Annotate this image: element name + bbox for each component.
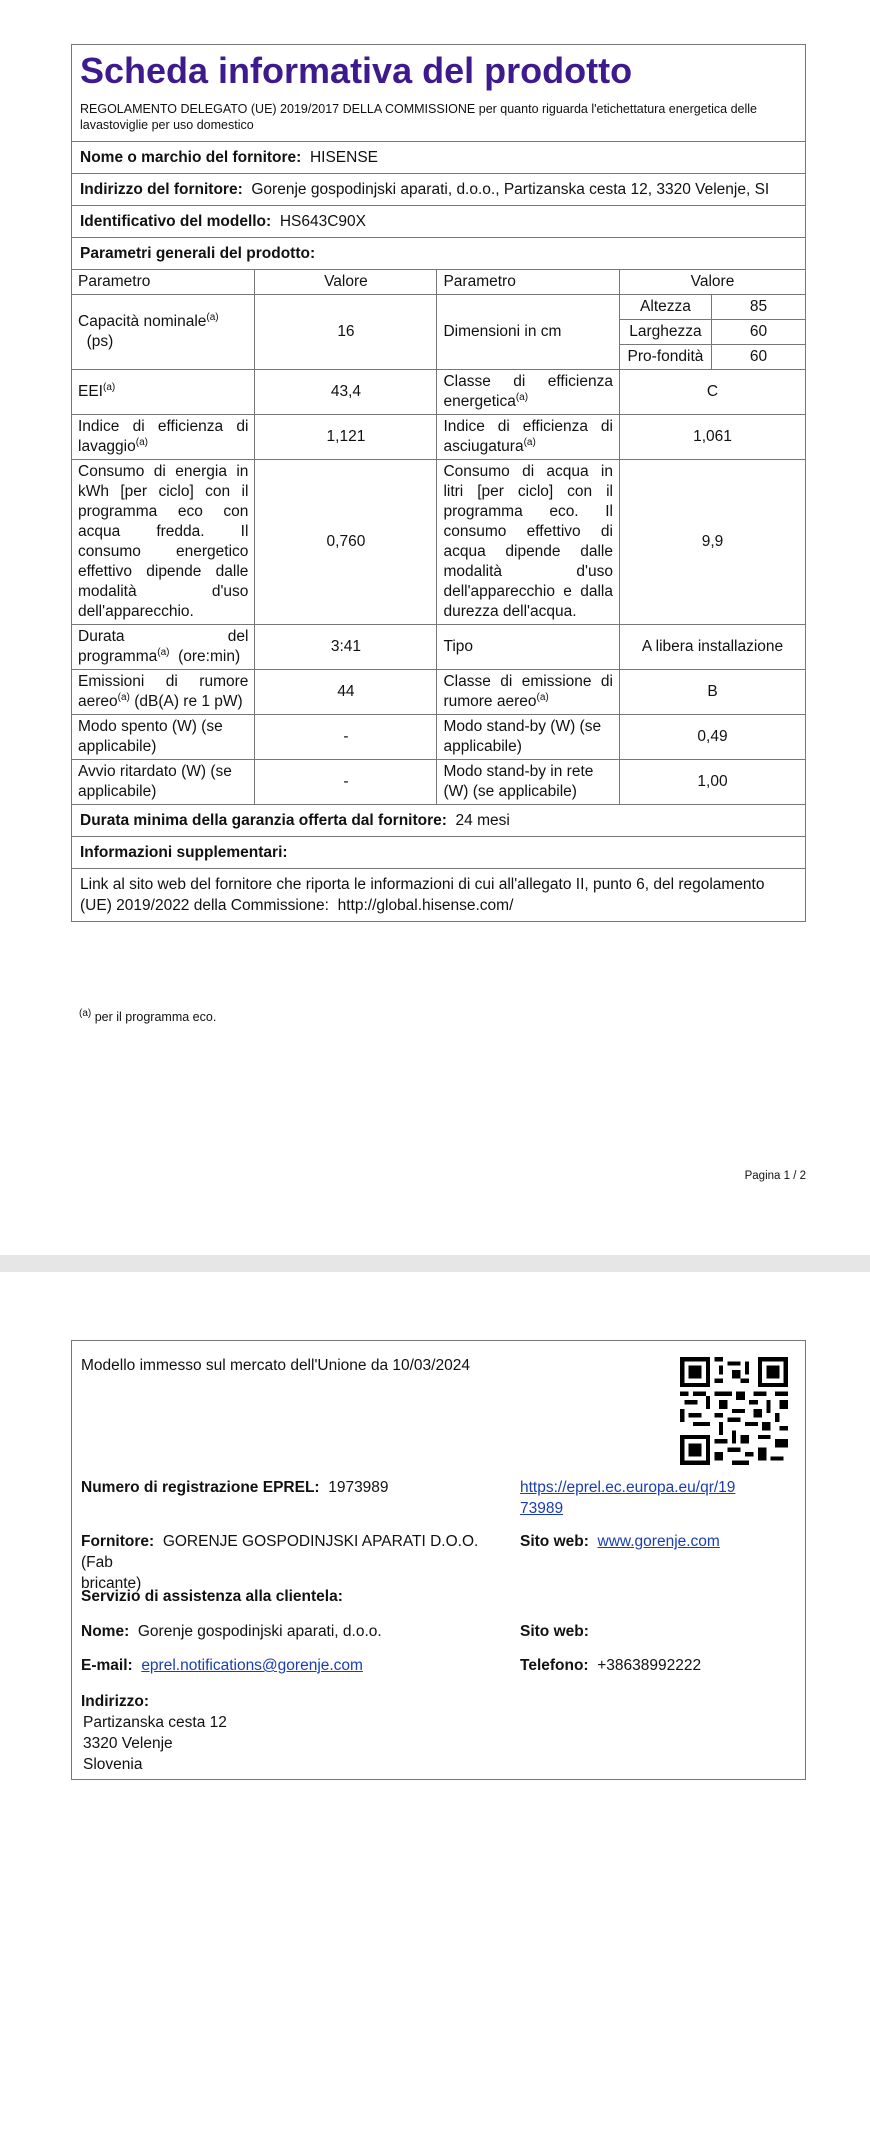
regulation-text: REGOLAMENTO DELEGATO (UE) 2019/2017 DELLA COMMISSIONE per quanto riguarda l'etichettatura energetica delle lavastoviglie per uso domestico	[80, 102, 758, 132]
model-row	[72, 205, 805, 237]
capacity-label: Capacità nominale$^{(a)}$ (ps)	[72, 295, 255, 370]
drying-index-label: Indice di efficienza di asciugatura$^{(a)}$	[437, 415, 620, 460]
supplier-name-label: Nome o marchio del fornitore:	[80, 149, 302, 166]
contact-name-row	[81, 1621, 382, 1642]
phone-label: Telefono:	[520, 1657, 589, 1674]
email-label: E-mail:	[81, 1657, 133, 1674]
additional-info-row	[72, 836, 805, 868]
standby-value: 0,49	[620, 715, 806, 760]
supplier-row	[81, 1531, 511, 1594]
table-row	[72, 670, 805, 715]
footnote: $^{(a)}$ per il programma eco.	[79, 1007, 217, 1024]
contact-name-value: Gorenje gospodinjski aparati, d.o.o.	[137, 1623, 382, 1640]
supplier-value: GORENJE GOSPODINJSKI APARATI D.O.O. (Fab	[81, 1533, 479, 1571]
address-line-1: Partizanska cesta 12	[83, 1714, 227, 1731]
noise-class-value: B	[620, 670, 806, 715]
address-line-3: Slovenia	[83, 1756, 143, 1773]
supplier-name-row	[72, 141, 805, 173]
noise-class-label: Classe di emissione di rumore aereo$^{(a)}$	[437, 670, 620, 715]
energy-class-label: Classe di efficienza energetica$^{(a)}$	[437, 370, 620, 415]
energy-consumption-label: Consumo di energia in kWh [per ciclo] con il programma eco con acqua fredda. Il consumo energetico effettivo dipende dalle modalità d'uso dell'apparecchio.	[72, 460, 255, 625]
type-label: Tipo	[437, 625, 620, 670]
cleaning-index-label: Indice di efficienza di lavaggio$^{(a)}$	[72, 415, 255, 460]
delay-start-value: -	[255, 760, 437, 805]
depth-label: Pro-fondità	[620, 345, 712, 370]
supplier-label: Fornitore:	[81, 1533, 155, 1550]
table-header-row	[72, 270, 805, 295]
off-mode-value: -	[255, 715, 437, 760]
water-consumption-label: Consumo di acqua in litri [per ciclo] con il programma eco. Il consumo effettivo di acqua dipende dalle modalità d'uso dell'apparecchio e dalla durezza dell'acqua.	[437, 460, 620, 625]
model-label: Identificativo del modello:	[80, 213, 272, 230]
eei-label: EEI$^{(a)}$	[72, 370, 255, 415]
table-row	[72, 460, 805, 625]
noise-value: 44	[255, 670, 437, 715]
website-row	[520, 1531, 720, 1552]
table-row	[72, 415, 805, 460]
network-standby-label: Modo stand-by in rete (W) (se applicabile)	[437, 760, 620, 805]
product-info-sheet	[71, 44, 806, 922]
qr-code-icon[interactable]	[680, 1357, 788, 1465]
sheet-title: Scheda informativa del prodotto	[80, 50, 633, 91]
eprel-info-box	[71, 1340, 806, 1780]
duration-value: 3:41	[255, 625, 437, 670]
phone-row	[520, 1655, 701, 1676]
supplier-name: HISENSE	[309, 149, 379, 166]
service-website-row	[520, 1621, 589, 1642]
general-params-label: Parametri generali del prodotto:	[80, 245, 316, 262]
off-mode-label: Modo spento (W) (se applicabile)	[72, 715, 255, 760]
height-value: 85	[711, 295, 805, 320]
website-link[interactable]: www.gorenje.com	[597, 1533, 720, 1550]
noise-label: Emissioni di rumore aereo$^{(a)}$ (dB(A) re 1 pW)	[72, 670, 255, 715]
table-row	[72, 295, 805, 320]
header-param-1: Parametro	[72, 270, 255, 295]
header-value-1: Valore	[255, 270, 437, 295]
supplier-link-url[interactable]: http://global.hisense.com/	[337, 897, 514, 914]
water-consumption-value: 9,9	[620, 460, 806, 625]
phone-value: +38638992222	[597, 1657, 702, 1674]
general-params-row	[72, 237, 805, 269]
energy-consumption-value: 0,760	[255, 460, 437, 625]
warranty-value: 24 mesi	[455, 812, 510, 829]
eprel-number: 1973989	[328, 1479, 389, 1496]
warranty-label: Durata minima della garanzia offerta dal fornitore:	[80, 812, 447, 829]
depth-value: 60	[711, 345, 805, 370]
supplier-address-label: Indirizzo del fornitore:	[80, 181, 243, 198]
drying-index-value: 1,061	[620, 415, 806, 460]
page-number: Pagina 1 / 2	[744, 1170, 806, 1182]
eprel-number-row	[81, 1477, 389, 1498]
delay-start-label: Avvio ritardato (W) (se applicabile)	[72, 760, 255, 805]
table-row	[72, 625, 805, 670]
supplier-value-cont: bricante)	[81, 1575, 142, 1592]
capacity-value: 16	[255, 295, 437, 370]
eei-value: 43,4	[255, 370, 437, 415]
warranty-row	[72, 805, 805, 836]
table-row	[72, 370, 805, 415]
supplier-link-row	[72, 868, 805, 921]
email-link[interactable]: eprel.notifications@gorenje.com	[141, 1657, 363, 1674]
contact-name-label: Nome:	[81, 1623, 130, 1640]
cleaning-index-value: 1,121	[255, 415, 437, 460]
address-block	[81, 1691, 227, 1775]
supplier-link-text: Link al sito web del fornitore che riporta le informazioni di cui all'allegato II, punto 6, del regolamento (UE) 2019/2022 della Commissione:	[80, 876, 765, 914]
address-line-2: 3320 Velenje	[83, 1735, 173, 1752]
service-website-label: Sito web:	[520, 1623, 589, 1640]
width-value: 60	[711, 320, 805, 345]
email-row	[81, 1655, 363, 1676]
table-row	[72, 760, 805, 805]
dimensions-label: Dimensioni in cm	[437, 295, 620, 370]
header-value-2: Valore	[620, 270, 806, 295]
width-label: Larghezza	[620, 320, 712, 345]
network-standby-value: 1,00	[620, 760, 806, 805]
additional-info-label: Informazioni supplementari:	[80, 844, 288, 861]
standby-label: Modo stand-by (W) (se applicabile)	[437, 715, 620, 760]
energy-class-value: C	[620, 370, 806, 415]
parameters-table	[72, 269, 805, 805]
page-2	[0, 1272, 870, 2150]
page-separator	[0, 1255, 870, 1272]
height-label: Altezza	[620, 295, 712, 320]
type-value: A libera installazione	[620, 625, 806, 670]
website-label: Sito web:	[520, 1533, 589, 1550]
table-row	[72, 715, 805, 760]
eprel-url[interactable]: https://eprel.ec.europa.eu/qr/19 73989	[520, 1479, 736, 1517]
model-id: HS643C90X	[279, 213, 366, 230]
duration-label: Durata del programma$^{(a)}$ (ore:min)	[72, 625, 255, 670]
address-label: Indirizzo:	[81, 1693, 150, 1710]
market-date: Modello immesso sul mercato dell'Unione da 10/03/2024	[81, 1357, 470, 1374]
customer-service-label: Servizio di assistenza alla clientela:	[81, 1588, 343, 1605]
supplier-address: Gorenje gospodinjski aparati, d.o.o., Partizanska cesta 12, 3320 Velenje, SI	[251, 181, 770, 198]
supplier-address-row	[72, 173, 805, 205]
eprel-label: Numero di registrazione EPREL:	[81, 1479, 320, 1496]
header-param-2: Parametro	[437, 270, 620, 295]
